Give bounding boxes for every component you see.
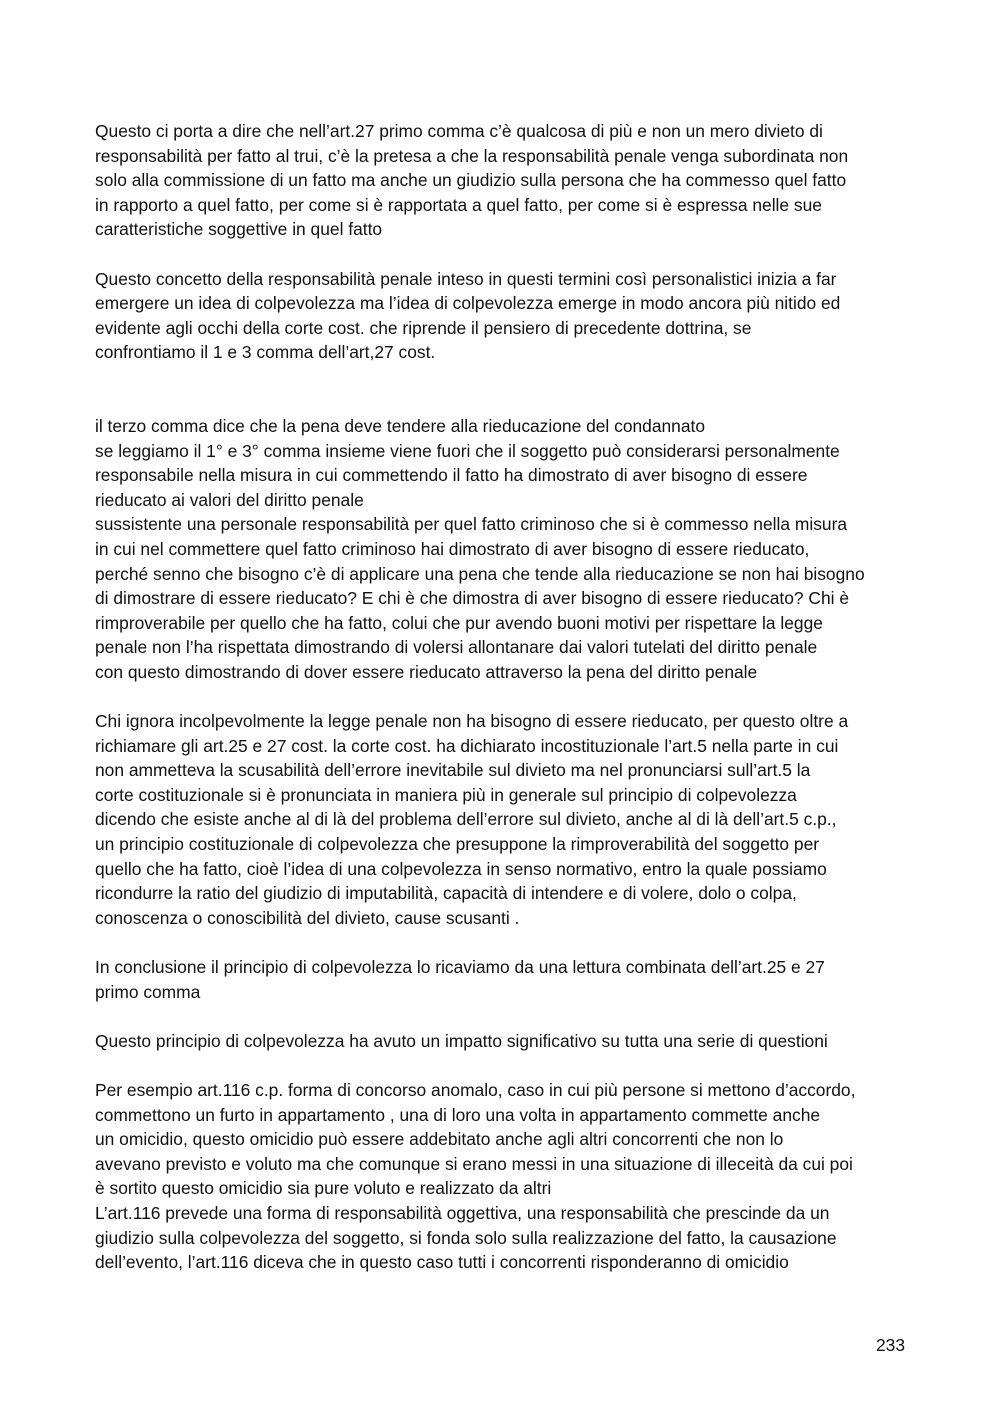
paragraph-2: Questo concetto della responsabilità penale inteso in questi termini così personalistici inizia a far emergere un idea di colpevolezza ma l’idea di colpevolezza emerge in modo ancora più nitido ed evidente agli occhi della corte cost. che riprende il pensiero di precedente dottrina, se confrontiamo il 1 e 3 comma dell’art,27 cost. bbox=[95, 268, 841, 363]
paragraph-7: Per esempio art.116 c.p. forma di concorso anomalo, caso in cui più persone si mettono d’accordo, commettono un furto in appartamento , una di loro una volta in appartamento commette anche un omicidio, questo omicidio può essere addebitato anche agli altri concorrenti che non lo avevano previsto e voluto ma che comunque si erano messi in una situazione di illeceità da cui poi è sortito questo omicidio sia pure voluto e realizzato da altri L’art.116 prevede una forma di responsabilità oggettiva, una responsabilità che prescinde da un giudizio sulla colpevolezza del soggetto, si fonda solo sulla realizzazione del fatto, la causazione dell’evento, l’art.116 diceva che in questo caso tutti i concorrenti risponderanno di omicidio bbox=[95, 1079, 856, 1273]
paragraph-spacer bbox=[95, 365, 907, 414]
paragraph-spacer bbox=[95, 242, 907, 267]
paragraph-spacer bbox=[95, 1053, 907, 1078]
paragraph-3: il terzo comma dice che la pena deve tendere alla rieducazione del condannato se leggiamo il 1° e 3° comma insieme viene fuori che il soggetto può considerarsi personalmente responsabile nella misura in cui commettendo il fatto ha dimostrato di aver bisogno di essere rieducato ai valori del diritto penale sussistente una personale responsabilità per quel fatto criminoso che si è commesso nella misura in cui nel commettere quel fatto criminoso hai dimostrato di aver bisogno di essere rieducato, perché senno che bisogno c’è di applicare una pena che tende alla rieducazione se non hai bisogno di dimostrare di essere rieducato? E chi è che dimostra di aver bisogno di essere rieducato? Chi è rimproverabile per quello che ha fatto, colui che pur avendo buoni motivi per rispettare la legge penale non l’ha rispettata dimostrando di volersi allontanare dai valori tutelati del diritto penale con questo dimostrando di dover essere rieducato attraverso la pena del diritto penale bbox=[95, 415, 865, 682]
paragraph-spacer bbox=[95, 930, 907, 955]
document-body bbox=[95, 119, 907, 1275]
paragraph-6: Questo principio di colpevolezza ha avuto un impatto significativo su tutta una serie di questioni bbox=[95, 1030, 828, 1051]
paragraph-5: In conclusione il principio di colpevolezza lo ricaviamo da una lettura combinata dell’art.25 e 27 primo comma bbox=[95, 957, 825, 1002]
paragraph-spacer bbox=[95, 684, 907, 709]
page-number: 233 bbox=[875, 1335, 905, 1355]
paragraph-4: Chi ignora incolpevolmente la legge penale non ha bisogno di essere rieducato, per questo oltre a richiamare gli art.25 e 27 cost. la corte cost. ha dichiarato incostituzionale l’art.5 nella parte in cui non ammetteva la scusabilità dell’errore inevitabile sul divieto ma nel pronunciarsi sull’art.5 la corte costituzionale si è pronunciata in maniera più in generale sul principio di colpevolezza dicendo che esiste anche al di là del problema dell’errore sul divieto, anche al di là dell’art.5 c.p., un principio costituzionale di colpevolezza che presuppone la rimproverabilità del soggetto per quello che ha fatto, cioè l’idea di una colpevolezza in senso normativo, entro la quale possiamo ricondurre la ratio del giudizio di imputabilità, capacità di intendere e di volere, dolo o colpa, conoscenza o conoscibilità del divieto, cause scusanti . bbox=[95, 711, 849, 928]
paragraph-1: Questo ci porta a dire che nell’art.27 primo comma c’è qualcosa di più e non un mero divieto di responsabilità per fatto al trui, c’è la pretesa a che la responsabilità penale venga subordinata non solo alla commissione di un fatto ma anche un giudizio sulla persona che ha commesso quel fatto in rapporto a quel fatto, per come si è rapportata a quel fatto, per come si è espressa nelle sue caratteristiche soggettive in quel fatto bbox=[95, 121, 849, 240]
paragraph-spacer bbox=[95, 1004, 907, 1029]
